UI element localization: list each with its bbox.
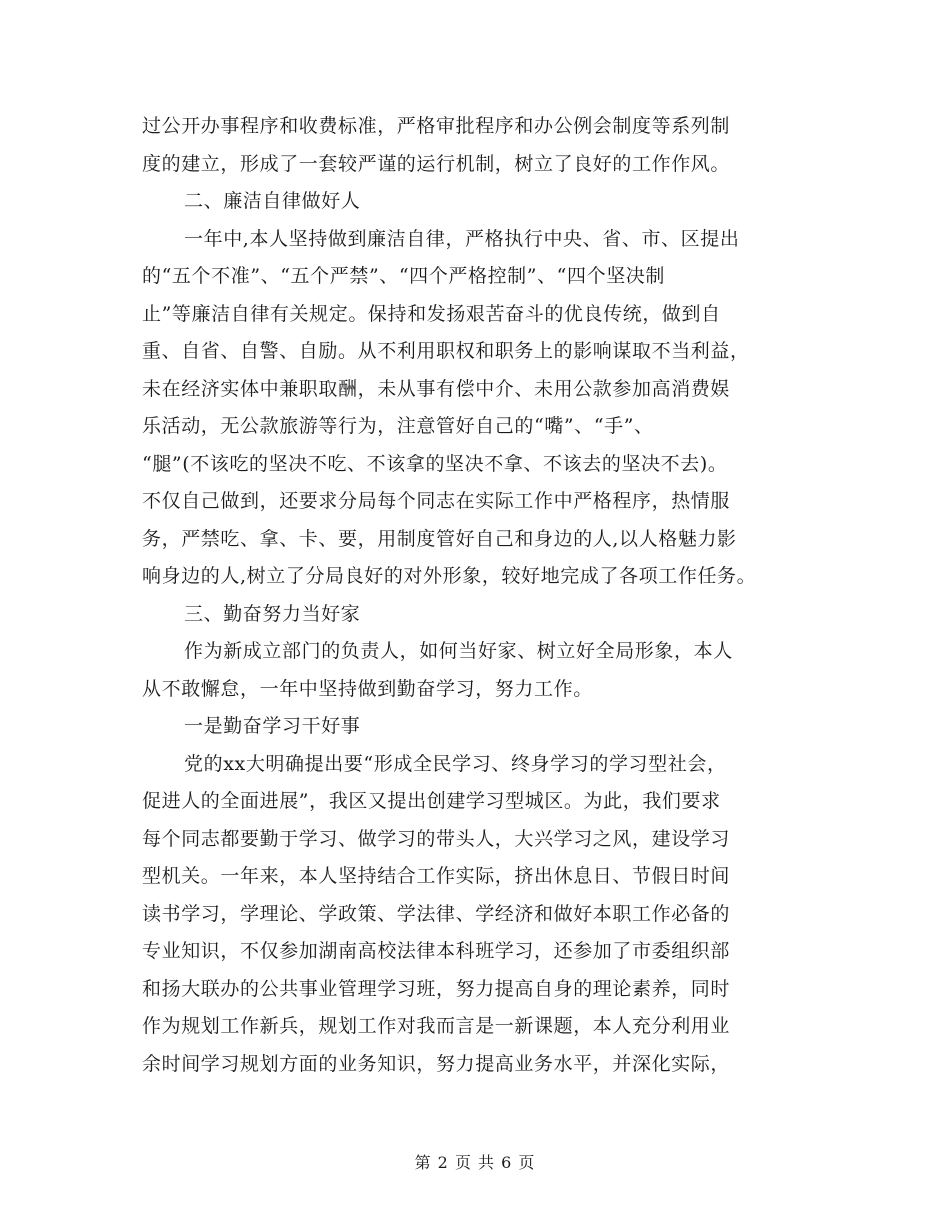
text-line: 党的xx大明确提出要“形成全民学习、终身学习的学习型社会， xyxy=(184,752,727,775)
text-line: 从不敢懈怠，一年中坚持做到勤奋学习，努力工作。 xyxy=(142,677,593,700)
section-heading: 三、勤奋努力当好家 xyxy=(184,602,361,625)
text-line: 乐活动，无公款旅游等行为，注意管好自己的“嘴”、“手”、 xyxy=(142,415,654,437)
text-line: 专业知识，不仅参加湖南高校法律本科班学习，还参加了市委组织部 xyxy=(142,940,731,962)
text-line: 不仅自己做到，还要求分局每个同志在实际工作中严格程序，热情服 xyxy=(142,490,731,512)
document-body xyxy=(142,108,822,1083)
text-line: “腿”(不该吃的坚决不吃、不该拿的坚决不拿、不该去的坚决不去)。 xyxy=(142,452,728,475)
text-line: 读书学习，学理论、学政策、学法律、学经济和做好本职工作必备的 xyxy=(142,902,731,925)
text-line: 和扬大联办的公共事业管理学习班，努力提高自身的理论素养，同时 xyxy=(142,977,731,1000)
text-line: 型机关。一年来，本人坚持结合工作实际，挤出休息日、节假日时间 xyxy=(142,865,731,887)
text-line: 度的建立，形成了一套较严谨的运行机制，树立了良好的工作作风。 xyxy=(142,152,731,175)
text-line: 未在经济实体中兼职取酬，未从事有偿中介、未用公款参加高消费娱 xyxy=(142,377,731,400)
text-line: 作为新成立部门的负责人，如何当好家、树立好全局形象，本人 xyxy=(184,640,733,662)
subsection-heading: 一是勤奋学习干好事 xyxy=(184,715,361,737)
text-line: 重、自省、自警、自励。从不利用职权和职务上的影响谋取不当利益， xyxy=(142,340,750,362)
text-line: 过公开办事程序和收费标准，严格审批程序和办公例会制度等系列制 xyxy=(142,115,731,137)
text-line: 响身边的人,树立了分局良好的对外形象，较好地完成了各项工作任务。 xyxy=(142,565,757,587)
text-line: 促进人的全面进展”，我区又提出创建学习型城区。为此，我们要求 xyxy=(142,790,721,812)
text-line: 余时间学习规划方面的业务知识，努力提高业务水平，并深化实际， xyxy=(142,1052,731,1075)
text-line: 的“五个不准”、“五个严禁”、“四个严格控制”、“四个坚决制 xyxy=(142,265,665,287)
text-line: 止”等廉洁自律有关规定。保持和发扬艰苦奋斗的优良传统，做到自 xyxy=(142,302,721,325)
text-line: 务，严禁吃、拿、卡、要，用制度管好自己和身边的人,以人格魅力影 xyxy=(142,527,737,550)
text-line: 作为规划工作新兵，规划工作对我而言是一新课题，本人充分利用业 xyxy=(142,1015,731,1037)
page-number-footer: 第 2 页 共 6 页 xyxy=(414,1153,536,1172)
section-heading: 二、廉洁自律做好人 xyxy=(184,190,361,212)
text-line: 每个同志都要勤于学习、做学习的带头人，大兴学习之风，建设学习 xyxy=(142,827,731,850)
text-line: 一年中,本人坚持做到廉洁自律，严格执行中央、省、市、区提出 xyxy=(184,227,740,250)
